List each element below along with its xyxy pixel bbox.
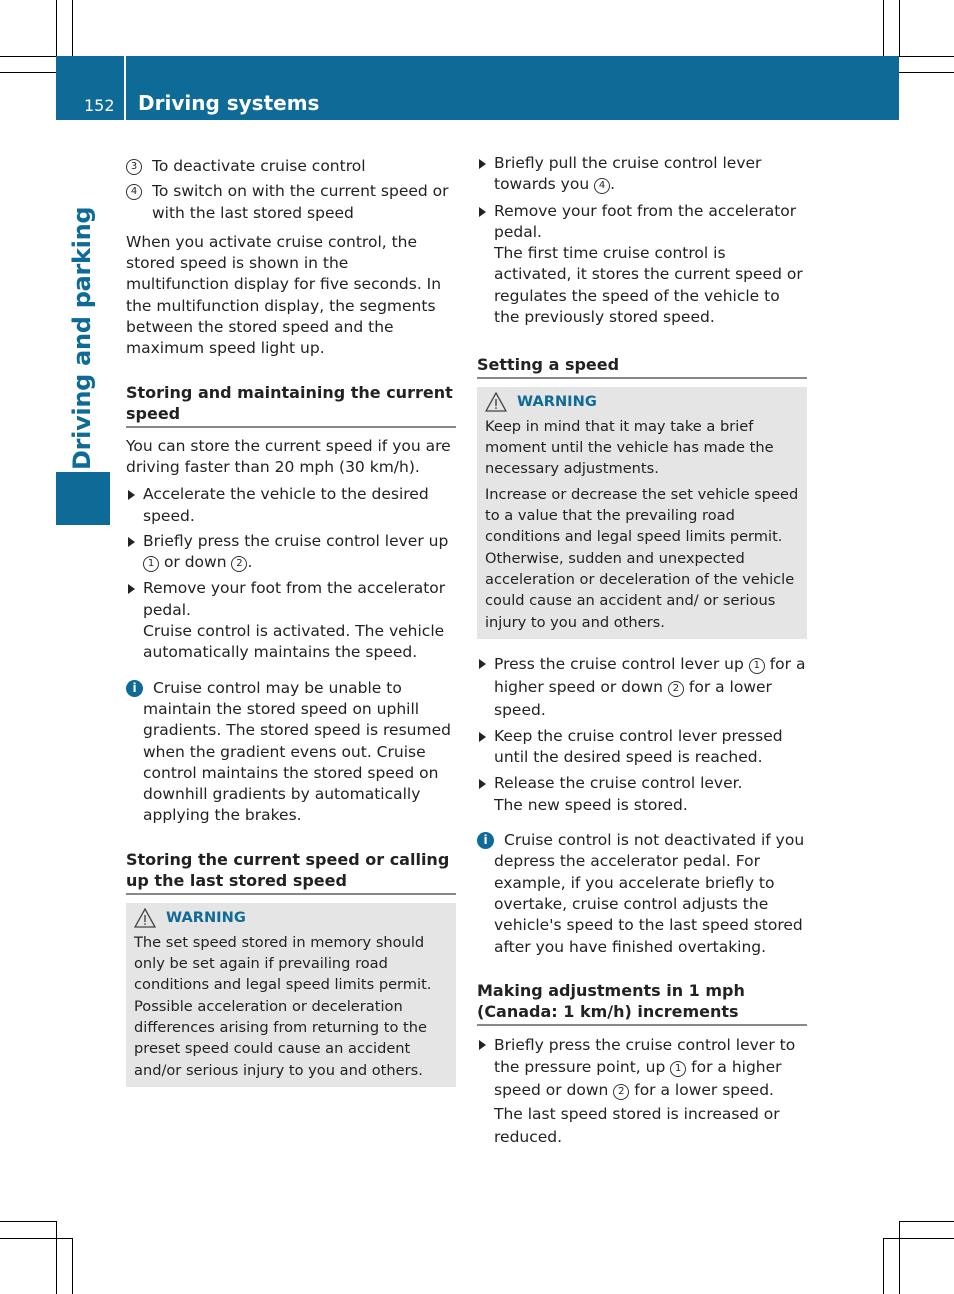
step-item: [126, 578, 456, 663]
step-text: .: [247, 553, 253, 572]
step-text: Accelerate the vehicle to the desired speed.: [143, 485, 429, 525]
warning-triangle-icon: [485, 392, 507, 412]
step-arrow-icon: [479, 1040, 486, 1050]
step-text: Remove your foot from the accelerator pedal.: [494, 201, 797, 241]
step-text: Press the cruise control lever up: [494, 654, 744, 673]
callout-number: 4: [126, 184, 142, 200]
step-arrow-icon: [128, 490, 135, 500]
step-arrow-icon: [479, 732, 486, 742]
crop-mark: [899, 72, 954, 73]
warning-title: [134, 907, 448, 929]
right-column: [477, 153, 807, 1148]
info-note: [126, 678, 456, 827]
callout-number: 3: [126, 159, 142, 175]
crop-mark: [883, 1238, 954, 1239]
step-arrow-icon: [479, 207, 486, 217]
crop-mark: [56, 0, 57, 56]
crop-mark: [56, 1221, 57, 1294]
side-tab-label: Driving and parking: [68, 206, 96, 470]
heading-storing-calling-up: Storing the current speed or calling up the last stored speed: [126, 849, 456, 895]
crop-mark: [899, 1221, 954, 1222]
step-item: [126, 484, 456, 527]
step-arrow-icon: [479, 779, 486, 789]
step-item: [477, 201, 807, 329]
warning-label: WARNING: [517, 393, 597, 411]
info-text: Cruise control is not deactivated if you depress the accelerator pedal. For example, if you accelerate briefly to overtake, cruise control adjusts the vehicle's speed to the last speed stored after you have finished overtaking.: [494, 831, 805, 956]
section-title: Driving systems: [138, 91, 320, 115]
warning-box: [126, 903, 456, 1087]
crop-mark: [0, 1238, 72, 1239]
warning-label: WARNING: [166, 909, 246, 927]
step-text: Briefly pull the cruise control lever towards you: [494, 154, 762, 194]
warning-text: Keep in mind that it may take a brief moment until the vehicle has made the necessary adjustments.: [485, 417, 774, 478]
info-icon: i: [126, 680, 143, 697]
crop-mark: [883, 1238, 884, 1294]
heading-adjustments: Making adjustments in 1 mph (Canada: 1 km/h) increments: [477, 980, 807, 1026]
header-band: [56, 56, 899, 120]
step-arrow-icon: [128, 537, 135, 547]
crop-mark: [899, 1221, 900, 1294]
step-arrow-icon: [479, 659, 486, 669]
step-text: .: [610, 175, 616, 194]
crop-mark: [72, 0, 73, 56]
step-result: The first time cruise control is activated, it stores the current speed or regulates the speed of the vehicle to the previously stored speed.: [494, 244, 803, 327]
step-text: for a higher speed or down: [494, 654, 806, 696]
callout-number: 2: [231, 556, 247, 572]
step-text: Briefly press the cruise control lever up: [143, 531, 449, 550]
crop-mark: [883, 0, 884, 56]
warning-box: [477, 387, 807, 639]
step-arrow-icon: [479, 159, 486, 169]
legend-text: To switch on with the current speed or with the last stored speed: [152, 182, 449, 222]
heading-storing-maintaining: Storing and maintaining the current speed: [126, 382, 456, 428]
step-item: [477, 726, 807, 769]
info-icon: i: [477, 832, 494, 849]
warning-text: Increase or decrease the set vehicle speed to a value that the prevailing road conditions and legal speed limits permit. Otherwise, sudden and unexpected acceleration or deceleration of the vehicle could cause an accident and/ or serious injury to you and others.: [485, 485, 799, 631]
step-result: Cruise control is activated. The vehicle automatically maintains the speed.: [143, 622, 445, 662]
step-result: The new speed is stored.: [494, 795, 688, 814]
step-item: [477, 1034, 807, 1149]
info-note: [477, 830, 807, 958]
callout-number: 1: [670, 1061, 686, 1077]
callout-number: 2: [668, 681, 684, 697]
step-text: Briefly press the cruise control lever to the pressure point, up: [494, 1035, 796, 1077]
step-text: for a lower speed.: [634, 1080, 774, 1099]
legend-text: To deactivate cruise control: [152, 157, 366, 175]
step-item: [477, 773, 807, 816]
side-tab-block: [56, 472, 110, 525]
warning-triangle-icon: [134, 908, 156, 928]
paragraph: You can store the current speed if you are driving faster than 20 mph (30 km/h).: [126, 436, 451, 476]
callout-number: 1: [143, 556, 159, 572]
step-text: for a lower speed.: [494, 677, 772, 719]
callout-number: 1: [749, 658, 765, 674]
step-text: for a higher speed or down: [494, 1058, 782, 1099]
left-column: [126, 156, 456, 1087]
legend-item: [126, 156, 456, 177]
callout-number: 4: [594, 178, 610, 194]
crop-mark: [899, 0, 900, 56]
step-arrow-icon: [128, 584, 135, 594]
step-text: Remove your foot from the accelerator pedal.: [143, 579, 446, 619]
step-text: or down: [163, 553, 227, 572]
crop-mark: [0, 72, 56, 73]
step-text: Keep the cruise control lever pressed until the desired speed is reached.: [494, 726, 783, 767]
crop-mark: [899, 56, 954, 57]
heading-setting-speed: Setting a speed: [477, 354, 807, 379]
step-text: Release the cruise control lever.: [494, 774, 743, 793]
crop-mark: [0, 1221, 56, 1222]
step-item: [477, 153, 807, 196]
callout-number: 2: [613, 1084, 629, 1100]
page-number: 152: [84, 96, 115, 115]
step-item: [126, 531, 456, 574]
crop-mark: [0, 56, 56, 57]
crop-mark: [72, 1238, 73, 1294]
step-result: The last speed stored is increased or reduced.: [494, 1105, 780, 1146]
warning-title: [485, 391, 799, 413]
info-text: Cruise control may be unable to maintain the stored speed on uphill gradients. The stored speed is resumed when the gradient evens out. Cruise control maintains the stored speed on downhill gradients by automatically applying the brakes.: [143, 678, 451, 825]
header-divider: [124, 56, 126, 120]
intro-paragraph: When you activate cruise control, the stored speed is shown in the multifunction display for five seconds. In the multifunction display, the segments between the stored speed and the maximum speed light up.: [126, 232, 442, 358]
step-item: [477, 653, 807, 722]
legend-item: [126, 181, 456, 224]
warning-text: The set speed stored in memory should only be set again if prevailing road conditions and legal speed limits permit. Possible acceleration or deceleration differences arising from returning to the preset speed could cause an accident and/or serious injury to you and others.: [134, 933, 432, 1079]
